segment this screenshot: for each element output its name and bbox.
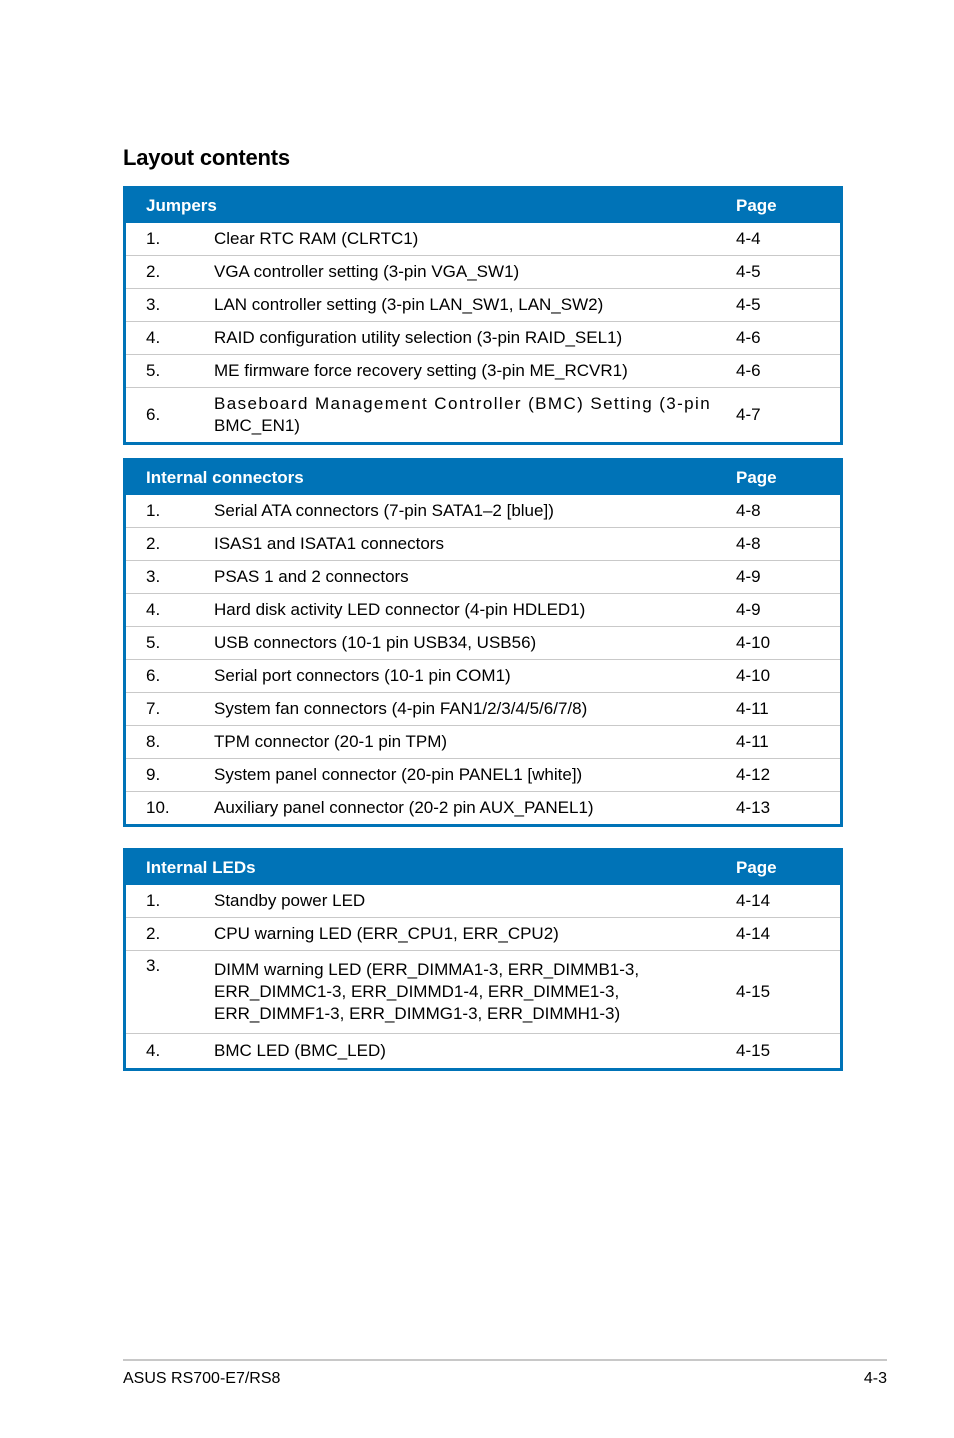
table-row bbox=[126, 322, 840, 355]
row-description: System panel connector (20-pin PANEL1 [white]) bbox=[214, 759, 736, 792]
row-description: System fan connectors (4-pin FAN1/2/3/4/5/6/7/8) bbox=[214, 693, 736, 726]
row-description: TPM connector (20-1 pin TPM) bbox=[214, 726, 736, 759]
row-description-line: ERR_DIMMC1-3, ERR_DIMMD1-4, ERR_DIMME1-3, bbox=[214, 982, 620, 1001]
row-description: BMC LED (BMC_LED) bbox=[214, 1034, 736, 1068]
row-page: 4-4 bbox=[736, 229, 761, 248]
row-description bbox=[214, 388, 736, 443]
internal-leds-table-title: Internal LEDs bbox=[126, 851, 736, 885]
row-description: RAID configuration utility selection (3-pin RAID_SEL1) bbox=[214, 322, 736, 355]
table-row bbox=[126, 759, 840, 792]
row-description-line: ERR_DIMMF1-3, ERR_DIMMG1-3, ERR_DIMMH1-3) bbox=[214, 1004, 621, 1023]
internal-connectors-table-title: Internal connectors bbox=[126, 461, 736, 495]
row-number: 3. bbox=[126, 951, 214, 1034]
row-description: ME firmware force recovery setting (3-pin ME_RCVR1) bbox=[214, 355, 736, 388]
row-page: 4-15 bbox=[736, 1034, 840, 1068]
row-number: 10. bbox=[126, 792, 214, 825]
row-number: 6. bbox=[126, 388, 214, 443]
row-description-line: Baseboard Management Controller (BMC) Setting (3-pin bbox=[214, 394, 712, 413]
row-number: 5. bbox=[126, 355, 214, 388]
table-row bbox=[126, 1034, 840, 1068]
table-row bbox=[126, 223, 840, 256]
row-page: 4-15 bbox=[736, 951, 840, 1034]
table-row bbox=[126, 726, 840, 759]
table-row bbox=[126, 355, 840, 388]
row-description: PSAS 1 and 2 connectors bbox=[214, 561, 736, 594]
row-number: 3. bbox=[126, 561, 214, 594]
row-description: CPU warning LED (ERR_CPU1, ERR_CPU2) bbox=[214, 918, 736, 951]
row-description: Clear RTC RAM (CLRTC1) bbox=[214, 229, 419, 248]
row-number: 4. bbox=[126, 594, 214, 627]
row-description: Auxiliary panel connector (20-2 pin AUX_PANEL1) bbox=[214, 792, 736, 825]
row-page: 4-12 bbox=[736, 759, 840, 792]
row-number: 4. bbox=[126, 322, 214, 355]
page-title: Layout contents bbox=[123, 145, 290, 170]
row-number: 1. bbox=[146, 891, 161, 910]
row-description: USB connectors (10-1 pin USB34, USB56) bbox=[214, 627, 736, 660]
row-number: 8. bbox=[126, 726, 214, 759]
row-description-line: BMC_EN1) bbox=[214, 416, 300, 435]
table-row bbox=[126, 289, 840, 322]
table-row bbox=[126, 388, 840, 443]
row-page: 4-9 bbox=[736, 561, 840, 594]
table-row bbox=[126, 918, 840, 951]
internal-connectors-page-header: Page bbox=[736, 461, 840, 495]
row-description: Standby power LED bbox=[214, 891, 366, 910]
row-description: LAN controller setting (3-pin LAN_SW1, LAN_SW2) bbox=[214, 289, 736, 322]
table-row bbox=[126, 495, 840, 528]
footer-product-name: ASUS RS700-E7/RS8 bbox=[123, 1370, 281, 1387]
row-description: VGA controller setting (3-pin VGA_SW1) bbox=[214, 256, 736, 289]
table-row bbox=[126, 660, 840, 693]
row-number: 1. bbox=[146, 229, 161, 248]
internal-leds-page-header: Page bbox=[736, 851, 840, 885]
row-description-line: DIMM warning LED (ERR_DIMMA1-3, ERR_DIMMB1-3, bbox=[214, 960, 640, 979]
row-number: 7. bbox=[126, 693, 214, 726]
internal-connectors-table bbox=[123, 458, 843, 827]
row-number: 1. bbox=[146, 501, 161, 520]
row-page: 4-10 bbox=[736, 660, 840, 693]
jumpers-page-header: Page bbox=[736, 189, 840, 223]
row-number: 2. bbox=[126, 918, 214, 951]
internal-leds-table bbox=[123, 848, 843, 1071]
row-description: ISAS1 and ISATA1 connectors bbox=[214, 528, 736, 561]
row-number: 4. bbox=[126, 1034, 214, 1068]
table-row bbox=[126, 561, 840, 594]
table-row bbox=[126, 885, 840, 918]
row-number: 2. bbox=[126, 256, 214, 289]
table-row bbox=[126, 693, 840, 726]
row-page: 4-5 bbox=[736, 289, 840, 322]
row-description bbox=[214, 951, 736, 1034]
row-page: 4-13 bbox=[736, 792, 840, 825]
row-page: 4-8 bbox=[736, 501, 761, 520]
table-row bbox=[126, 951, 840, 1034]
row-number: 6. bbox=[126, 660, 214, 693]
row-page: 4-6 bbox=[736, 355, 840, 388]
row-number: 9. bbox=[126, 759, 214, 792]
jumpers-table bbox=[123, 186, 843, 445]
row-description: Serial port connectors (10-1 pin COM1) bbox=[214, 660, 736, 693]
row-page: 4-10 bbox=[736, 627, 840, 660]
row-number: 3. bbox=[126, 289, 214, 322]
row-page: 4-7 bbox=[736, 388, 840, 443]
table-row bbox=[126, 528, 840, 561]
row-number: 5. bbox=[126, 627, 214, 660]
row-page: 4-14 bbox=[736, 891, 771, 910]
row-page: 4-14 bbox=[736, 918, 840, 951]
row-description: Hard disk activity LED connector (4-pin HDLED1) bbox=[214, 594, 736, 627]
row-number: 2. bbox=[126, 528, 214, 561]
table-row bbox=[126, 792, 840, 825]
row-page: 4-5 bbox=[736, 256, 840, 289]
jumpers-table-title: Jumpers bbox=[126, 189, 736, 223]
row-page: 4-6 bbox=[736, 322, 840, 355]
row-page: 4-11 bbox=[736, 726, 840, 759]
table-row bbox=[126, 594, 840, 627]
table-row bbox=[126, 256, 840, 289]
row-page: 4-9 bbox=[736, 594, 840, 627]
footer-divider bbox=[123, 1359, 887, 1361]
row-description: Serial ATA connectors (7-pin SATA1–2 [blue]) bbox=[214, 501, 554, 520]
row-page: 4-11 bbox=[736, 693, 840, 726]
footer-page-number: 4-3 bbox=[863, 1370, 887, 1387]
table-row bbox=[126, 627, 840, 660]
row-page: 4-8 bbox=[736, 528, 840, 561]
